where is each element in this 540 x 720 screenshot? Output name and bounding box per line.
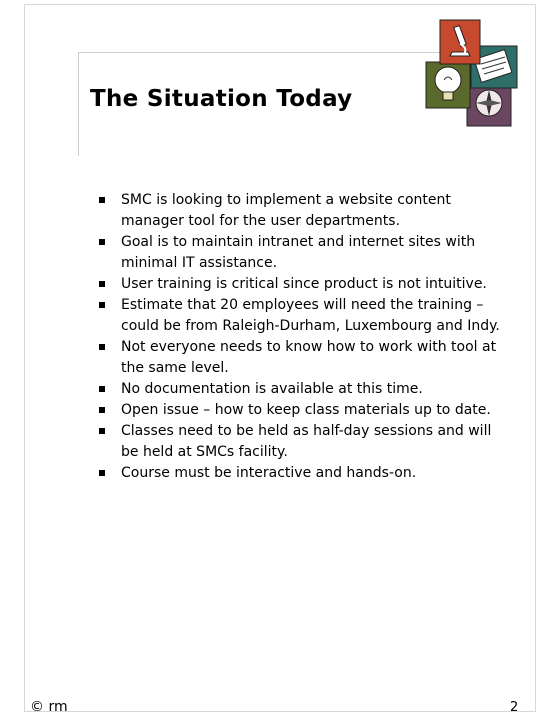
bullet-item: [99, 463, 509, 484]
page-number: 2: [510, 700, 519, 715]
bullet-square-icon: [99, 470, 105, 476]
bullet-item: [99, 379, 509, 400]
bullet-text: User training is critical since product is not intuitive.: [121, 276, 487, 292]
bullet-text: Goal is to maintain intranet and internet sites with minimal IT assistance.: [121, 234, 476, 271]
icon-cluster: [424, 14, 520, 134]
bullet-text: Estimate that 20 employees will need the training – could be from Raleigh-Durham, Luxembourg and Indy.: [121, 297, 500, 334]
bullet-square-icon: [99, 302, 105, 308]
bullet-item: [99, 337, 509, 379]
bullet-item: [99, 295, 509, 337]
bullet-square-icon: [99, 344, 105, 350]
slide-title: The Situation Today: [90, 86, 353, 112]
bullet-square-icon: [99, 197, 105, 203]
bullet-square-icon: [99, 428, 105, 434]
bullet-square-icon: [99, 239, 105, 245]
bullet-item: [99, 232, 509, 274]
bullet-text: Open issue – how to keep class materials up to date.: [121, 402, 491, 418]
bullet-item: [99, 274, 509, 295]
copyright-label: © rm: [30, 699, 68, 715]
bullet-square-icon: [99, 386, 105, 392]
bullet-text: Course must be interactive and hands-on.: [121, 465, 417, 481]
bullet-item: [99, 400, 509, 421]
bullet-text: Not everyone needs to know how to work with tool at the same level.: [121, 339, 497, 376]
bullet-text: SMC is looking to implement a website content manager tool for the user departments.: [121, 192, 451, 229]
bullet-text: Classes need to be held as half-day sessions and will be held at SMCs facility.: [121, 423, 492, 460]
bullet-list: [99, 190, 509, 484]
bullet-item: [99, 421, 509, 463]
bullet-item: [99, 190, 509, 232]
bullet-square-icon: [99, 281, 105, 287]
bullet-text: No documentation is available at this time.: [121, 381, 423, 397]
microscope-icon: [440, 20, 480, 64]
bullet-square-icon: [99, 407, 105, 413]
lightbulb-icon: [426, 62, 470, 108]
